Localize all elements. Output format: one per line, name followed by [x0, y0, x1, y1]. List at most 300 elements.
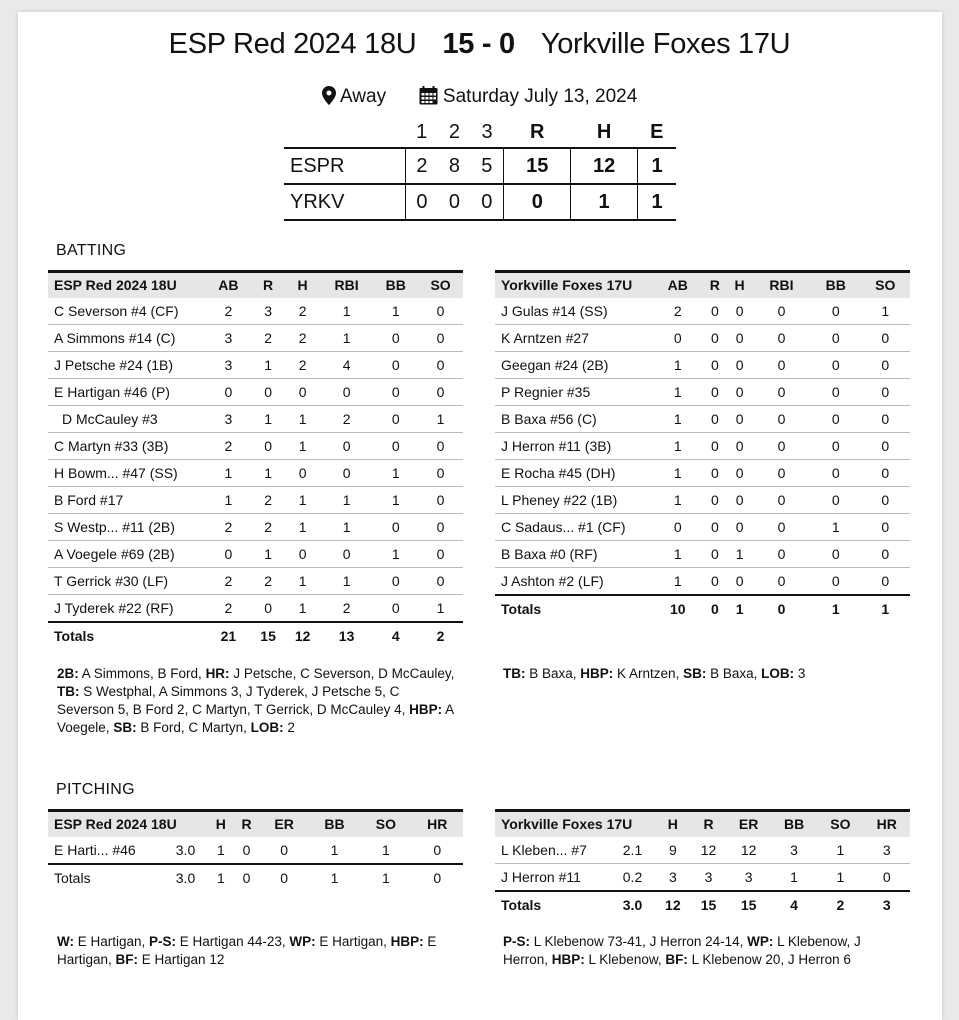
stat-column-header: BB	[771, 811, 817, 837]
totals-label: Totals	[495, 891, 610, 918]
stat-column-header: H	[285, 272, 320, 298]
stat-cell: 0	[752, 406, 811, 433]
team-column-header: ESP Red 2024 18U	[48, 811, 208, 837]
total-cell: 1	[727, 595, 752, 622]
stat-cell: 0	[811, 487, 860, 514]
pitching-section-title: PITCHING	[56, 781, 135, 798]
stat-cell: 2	[206, 595, 251, 622]
player-name: B Baxa #56 (C)	[495, 406, 653, 433]
note-text: E Hartigan,	[315, 934, 391, 949]
stat-cell: 0	[727, 460, 752, 487]
hits-header: H	[596, 121, 612, 143]
calendar-icon	[419, 86, 438, 111]
note-text: 2	[283, 720, 295, 735]
stat-cell: 1	[285, 433, 320, 460]
note-key: SB:	[683, 666, 707, 681]
batting-section-title: BATTING	[56, 242, 127, 259]
stat-cell: 1	[373, 541, 418, 568]
inning-2-header: 2	[448, 121, 460, 143]
stat-cell: 0	[653, 514, 702, 541]
pitcher-row	[495, 864, 910, 891]
player-row	[48, 541, 463, 568]
stat-cell: 0	[752, 487, 811, 514]
stat-cell: 1	[251, 352, 286, 379]
player-row	[495, 541, 910, 568]
player-name: P Regnier #35	[495, 379, 653, 406]
stat-cell: 1	[320, 514, 373, 541]
game-title	[0, 28, 959, 61]
line-score	[284, 118, 676, 221]
stat-cell: 3	[206, 325, 251, 352]
total-cell: 10	[653, 595, 702, 622]
stat-cell: 1	[418, 406, 463, 433]
inning-1-header: 1	[416, 121, 428, 143]
stat-cell: 4	[320, 352, 373, 379]
stat-column-header: R	[691, 811, 727, 837]
stat-column-header: RBI	[320, 272, 373, 298]
linescore-inning: 0	[438, 184, 470, 220]
stat-cell: 1	[653, 568, 702, 595]
stat-cell: 1	[653, 433, 702, 460]
player-name: L Pheney #22 (1B)	[495, 487, 653, 514]
pitcher-name: L Kleben... #7	[495, 837, 610, 864]
player-row	[495, 298, 910, 325]
note-key: HR:	[205, 666, 230, 681]
player-row	[495, 406, 910, 433]
total-cell: 21	[206, 622, 251, 649]
stat-cell: 0	[418, 541, 463, 568]
note-text: S Westphal, A Simmons 3, J Tyderek, J Petsche 5, C Severson 5, B Ford 2, C Martyn, T Gerrick, D McCauley 4,	[57, 684, 410, 717]
stat-cell: 0	[811, 460, 860, 487]
stat-cell: 0	[702, 514, 727, 541]
stat-cell: 0	[702, 487, 727, 514]
player-row	[495, 487, 910, 514]
stat-cell: 0	[727, 379, 752, 406]
linescore-inning: 0	[470, 184, 503, 220]
total-cell: 13	[320, 622, 373, 649]
stat-cell: 0	[702, 541, 727, 568]
stat-cell: 0	[702, 460, 727, 487]
note-key: HBP:	[409, 702, 443, 717]
stat-cell: 2	[251, 514, 286, 541]
stat-cell: 0	[251, 433, 286, 460]
stat-cell: 1	[285, 487, 320, 514]
total-cell: 15	[251, 622, 286, 649]
player-row	[48, 352, 463, 379]
stat-cell: 0	[206, 541, 251, 568]
stat-cell: 0	[320, 460, 373, 487]
linescore-inning: 0	[405, 184, 438, 220]
player-row	[48, 433, 463, 460]
stat-column-header: H	[208, 811, 234, 837]
stat-cell: 1	[771, 864, 817, 891]
note-key: BF:	[115, 952, 139, 967]
player-name: E Hartigan #46 (P)	[48, 379, 206, 406]
stat-cell: 0	[752, 352, 811, 379]
totals-row	[48, 864, 463, 891]
player-name: J Tyderek #22 (RF)	[48, 595, 206, 622]
totals-label: Totals	[48, 622, 206, 649]
player-row	[495, 433, 910, 460]
note-key: HBP:	[580, 666, 614, 681]
stat-cell: 0	[418, 460, 463, 487]
linescore-row-away	[284, 184, 676, 220]
stat-cell: 0	[864, 864, 910, 891]
stat-cell: 0	[811, 406, 860, 433]
stat-column-header: HR	[412, 811, 463, 837]
player-name: B Ford #17	[48, 487, 206, 514]
stat-cell: 0	[752, 568, 811, 595]
stat-cell: 0	[811, 433, 860, 460]
player-name: S Westp... #11 (2B)	[48, 514, 206, 541]
stat-column-header: BB	[309, 811, 360, 837]
stat-cell: 0	[320, 541, 373, 568]
totals-label: Totals	[48, 864, 163, 891]
pitching-header-row	[495, 811, 910, 837]
player-name: T Gerrick #30 (LF)	[48, 568, 206, 595]
stat-cell: 3	[771, 837, 817, 864]
stat-cell: 0	[373, 379, 418, 406]
stat-cell: 1	[727, 541, 752, 568]
stat-cell: 0	[752, 433, 811, 460]
runs-header: R	[530, 121, 545, 143]
stat-cell: 3	[691, 864, 727, 891]
player-row	[48, 298, 463, 325]
stat-cell: 2	[251, 487, 286, 514]
stat-cell: 0	[418, 487, 463, 514]
total-cell: 0	[752, 595, 811, 622]
player-row	[495, 325, 910, 352]
stat-cell: 0	[702, 406, 727, 433]
note-text: B Baxa,	[525, 666, 581, 681]
pitching-table-home	[48, 809, 463, 891]
stat-cell: 0	[752, 325, 811, 352]
player-row	[495, 352, 910, 379]
batting-notes-away	[503, 665, 903, 683]
total-innings-pitched: 3.0	[610, 891, 655, 918]
player-row	[48, 595, 463, 622]
stat-column-header: AB	[206, 272, 251, 298]
stat-column-header: SO	[418, 272, 463, 298]
total-cell: 4	[771, 891, 817, 918]
note-key: LOB:	[761, 666, 795, 681]
stat-cell: 12	[726, 837, 771, 864]
stat-cell: 0	[702, 298, 727, 325]
pitching-table-away	[495, 809, 910, 918]
player-name: Geegan #24 (2B)	[495, 352, 653, 379]
stat-cell: 0	[752, 298, 811, 325]
note-text: E Hartigan 44-23,	[176, 934, 290, 949]
stat-cell: 0	[285, 460, 320, 487]
stat-cell: 1	[418, 595, 463, 622]
stat-cell: 0	[418, 298, 463, 325]
stat-cell: 0	[860, 487, 910, 514]
note-text: L Klebenow 73-41, J Herron 24-14,	[530, 934, 748, 949]
stat-cell: 0	[860, 460, 910, 487]
player-name: J Petsche #24 (1B)	[48, 352, 206, 379]
note-text: A Voegele,	[57, 702, 454, 735]
note-text: K Arntzen,	[613, 666, 684, 681]
note-key: TB:	[503, 666, 526, 681]
player-row	[495, 379, 910, 406]
stat-cell: 1	[860, 298, 910, 325]
stat-cell: 0	[860, 568, 910, 595]
batting-header-row	[48, 272, 463, 298]
note-text: A Simmons, B Ford,	[78, 666, 206, 681]
linescore-runs: 15	[504, 148, 571, 184]
stat-cell: 0	[860, 379, 910, 406]
stat-cell: 1	[373, 460, 418, 487]
note-text: L Klebenow 20, J Herron 6	[687, 952, 851, 967]
stat-cell: 0	[251, 595, 286, 622]
game-info	[0, 86, 959, 111]
stat-cell: 0	[320, 433, 373, 460]
stat-cell: 1	[817, 864, 863, 891]
total-cell: 4	[373, 622, 418, 649]
total-cell: 0	[234, 864, 260, 891]
stat-cell: 0	[373, 352, 418, 379]
note-text: J Petsche, C Severson, D McCauley,	[229, 666, 455, 681]
player-row	[495, 460, 910, 487]
stat-cell: 1	[320, 487, 373, 514]
stat-cell: 0	[320, 379, 373, 406]
totals-row	[495, 595, 910, 622]
linescore-errors: 1	[638, 184, 676, 220]
away-team-name: Yorkville Foxes 17U	[540, 28, 791, 60]
stat-cell: 0	[285, 379, 320, 406]
stat-cell: 2	[206, 568, 251, 595]
stat-cell: 0	[702, 379, 727, 406]
player-name: D McCauley #3	[48, 406, 206, 433]
total-cell: 15	[726, 891, 771, 918]
stat-cell: 0	[811, 379, 860, 406]
stat-column-header: H	[655, 811, 691, 837]
batting-table-home	[48, 270, 463, 649]
stat-cell: 0	[811, 541, 860, 568]
player-row	[495, 568, 910, 595]
note-text: L Klebenow,	[584, 952, 666, 967]
linescore-team: YRKV	[284, 184, 405, 220]
stat-cell: 2	[206, 514, 251, 541]
stat-cell: 0	[860, 325, 910, 352]
stat-cell: 1	[285, 595, 320, 622]
stat-cell: 0	[860, 433, 910, 460]
stat-column-header: AB	[653, 272, 702, 298]
note-text: E Hartigan,	[57, 934, 437, 967]
stat-cell: 3	[726, 864, 771, 891]
batting-table-away	[495, 270, 910, 622]
stat-cell: 3	[206, 352, 251, 379]
linescore-errors: 1	[638, 148, 676, 184]
stat-cell: 3	[655, 864, 691, 891]
stat-cell: 0	[702, 568, 727, 595]
stat-cell: 0	[727, 433, 752, 460]
stat-cell: 0	[727, 298, 752, 325]
player-row	[495, 514, 910, 541]
linescore-hits: 12	[571, 148, 638, 184]
note-text: B Ford, C Martyn,	[136, 720, 251, 735]
note-key: 2B:	[57, 666, 79, 681]
note-key: P-S:	[149, 934, 177, 949]
stat-cell: 0	[412, 837, 463, 864]
player-row	[48, 568, 463, 595]
stat-cell: 0	[373, 433, 418, 460]
stat-cell: 0	[727, 487, 752, 514]
stat-cell: 2	[285, 298, 320, 325]
stat-cell: 2	[206, 298, 251, 325]
stat-column-header: RBI	[752, 272, 811, 298]
pitching-notes-home	[57, 933, 462, 969]
total-innings-pitched: 3.0	[163, 864, 208, 891]
stat-cell: 0	[860, 514, 910, 541]
stat-cell: 1	[251, 406, 286, 433]
stat-cell: 1	[817, 837, 863, 864]
game-date: Saturday July 13, 2024	[442, 86, 638, 107]
player-row	[48, 406, 463, 433]
stat-column-header: R	[251, 272, 286, 298]
stat-cell: 2	[285, 352, 320, 379]
stat-cell: 1	[653, 352, 702, 379]
totals-label: Totals	[495, 595, 653, 622]
total-cell: 3	[864, 891, 910, 918]
stat-cell: 0	[752, 514, 811, 541]
player-name: C Severson #4 (CF)	[48, 298, 206, 325]
player-name: E Rocha #45 (DH)	[495, 460, 653, 487]
total-cell: 1	[811, 595, 860, 622]
stat-column-header: SO	[817, 811, 863, 837]
stat-cell: 0	[811, 298, 860, 325]
total-cell: 12	[285, 622, 320, 649]
linescore-hits: 1	[571, 184, 638, 220]
stat-cell: 0	[418, 514, 463, 541]
total-cell: 2	[418, 622, 463, 649]
stat-cell: 1	[653, 541, 702, 568]
total-cell: 2	[817, 891, 863, 918]
stat-cell: 0	[251, 379, 286, 406]
stat-column-header: R	[702, 272, 727, 298]
player-name: J Ashton #2 (LF)	[495, 568, 653, 595]
stat-cell: 1	[653, 487, 702, 514]
stat-cell: 0	[418, 325, 463, 352]
stat-cell: 0	[752, 460, 811, 487]
stat-cell: 1	[206, 487, 251, 514]
batting-notes-home	[57, 665, 457, 737]
linescore-inning: 8	[438, 148, 470, 184]
player-name: J Herron #11 (3B)	[495, 433, 653, 460]
team-column-header: Yorkville Foxes 17U	[495, 272, 653, 298]
stat-cell: 12	[691, 837, 727, 864]
stat-column-header: BB	[373, 272, 418, 298]
stat-column-header: H	[727, 272, 752, 298]
note-key: HBP:	[551, 952, 585, 967]
player-row	[48, 487, 463, 514]
total-cell: 1	[860, 595, 910, 622]
stat-column-header: HR	[864, 811, 910, 837]
stat-cell: 3	[251, 298, 286, 325]
stat-cell: 1	[320, 298, 373, 325]
player-name: A Voegele #69 (2B)	[48, 541, 206, 568]
stat-cell: 0	[811, 352, 860, 379]
total-cell: 0	[412, 864, 463, 891]
stat-cell: 2	[251, 325, 286, 352]
stat-cell: 0	[811, 325, 860, 352]
pitcher-row	[495, 837, 910, 864]
player-name: B Baxa #0 (RF)	[495, 541, 653, 568]
stat-cell: 1	[811, 514, 860, 541]
stat-cell: 0	[702, 325, 727, 352]
errors-header: E	[650, 121, 664, 143]
stat-cell: 3	[864, 837, 910, 864]
stat-cell: 1	[285, 514, 320, 541]
stat-cell: 0	[860, 352, 910, 379]
stat-cell: 1	[206, 460, 251, 487]
stat-cell: 0	[653, 325, 702, 352]
stat-cell: 1	[320, 568, 373, 595]
stat-cell: 0	[727, 406, 752, 433]
stat-cell: 1	[208, 837, 234, 864]
stat-cell: 2	[251, 568, 286, 595]
stat-cell: 0	[418, 352, 463, 379]
pitcher-name: J Herron #11	[495, 864, 610, 891]
stat-cell: 0	[259, 837, 308, 864]
total-cell: 0	[702, 595, 727, 622]
total-cell: 1	[360, 864, 411, 891]
note-key: TB:	[57, 684, 80, 699]
note-key: BF:	[665, 952, 688, 967]
innings-pitched: 2.1	[610, 837, 655, 864]
pitcher-row	[48, 837, 463, 864]
note-key: WP:	[747, 934, 774, 949]
stat-cell: 0	[285, 541, 320, 568]
player-row	[48, 514, 463, 541]
stat-column-header: ER	[726, 811, 771, 837]
total-cell: 12	[655, 891, 691, 918]
stat-cell: 0	[752, 541, 811, 568]
stat-cell: 1	[320, 325, 373, 352]
stat-cell: 0	[702, 433, 727, 460]
stat-cell: 2	[206, 433, 251, 460]
stat-cell: 0	[206, 379, 251, 406]
stat-cell: 0	[373, 514, 418, 541]
note-key: LOB:	[250, 720, 284, 735]
stat-cell: 1	[373, 487, 418, 514]
stat-cell: 1	[653, 406, 702, 433]
linescore-runs: 0	[504, 184, 571, 220]
player-name: C Martyn #33 (3B)	[48, 433, 206, 460]
batting-header-row	[495, 272, 910, 298]
stat-cell: 0	[727, 325, 752, 352]
stat-cell: 0	[373, 595, 418, 622]
stat-cell: 1	[251, 460, 286, 487]
stat-cell: 2	[320, 406, 373, 433]
player-name: H Bowm... #47 (SS)	[48, 460, 206, 487]
player-name: J Gulas #14 (SS)	[495, 298, 653, 325]
total-cell: 1	[208, 864, 234, 891]
totals-row	[495, 891, 910, 918]
stat-cell: 0	[373, 406, 418, 433]
stat-cell: 0	[373, 568, 418, 595]
map-pin-icon	[322, 86, 336, 111]
note-text: E Hartigan,	[74, 934, 150, 949]
stat-cell: 3	[206, 406, 251, 433]
stat-cell: 0	[727, 514, 752, 541]
linescore-row-home	[284, 148, 676, 184]
stat-cell: 1	[360, 837, 411, 864]
stat-cell: 0	[860, 406, 910, 433]
game-location: Away	[339, 86, 387, 107]
pitching-header-row	[48, 811, 463, 837]
stat-cell: 0	[418, 568, 463, 595]
